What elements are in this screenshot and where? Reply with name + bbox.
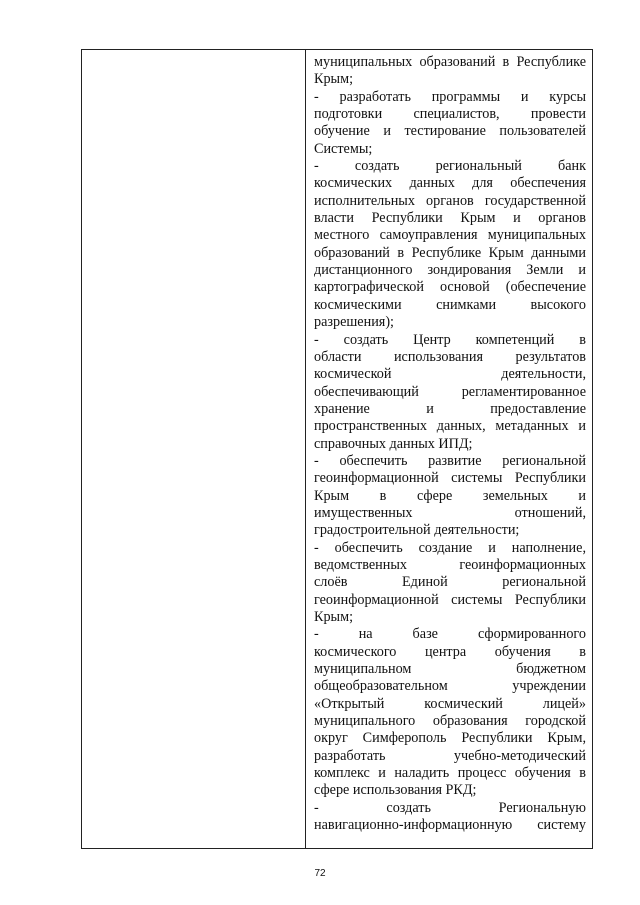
text-line: округ Симферополь Республики Крым,	[314, 730, 586, 747]
text-line: - создать Региональную	[314, 799, 586, 816]
text-line: навигационно-информационную систему	[314, 817, 586, 834]
text-line: Крым;	[314, 71, 354, 88]
text-line: картографической основой (обеспечение	[314, 279, 586, 296]
text-line: разработать учебно-методический	[314, 747, 586, 764]
text-line: космической деятельности,	[314, 366, 586, 383]
text-line: ведомственных геоинформационных	[314, 556, 586, 573]
text-line: Крым;	[314, 609, 354, 625]
text-line: Крым в сфере земельных и	[314, 487, 586, 504]
text-line: местного самоуправления муниципальных	[314, 227, 586, 244]
text-line: - создать Центр компетенций в	[314, 331, 586, 348]
text-line: сфере использования РКД;	[314, 782, 477, 799]
text-line: муниципального образования городской	[314, 713, 586, 730]
text-line: геоинформационной системы Республики	[314, 470, 586, 487]
text-line: космических данных для обеспечения	[314, 175, 586, 192]
text-line: градостроительной деятельности;	[314, 522, 520, 539]
text-line: образований в Республике Крым данными	[314, 244, 586, 261]
text-line: разрешения);	[314, 314, 394, 331]
text-line: муниципальном бюджетном	[314, 661, 586, 678]
text-line: «Открытый космический лицей»	[314, 695, 586, 712]
text-line: пространственных данных, метаданных и	[314, 418, 586, 435]
text-line: космического центра обучения в	[314, 643, 586, 660]
text-line: хранение и предоставление	[314, 400, 586, 417]
text-line: области использования результатов	[314, 348, 586, 365]
table-left-column	[82, 50, 306, 848]
text-line: - разработать программы и курсы	[314, 88, 586, 105]
text-line: - на базе сформированного	[314, 626, 586, 643]
text-line: Системы;	[314, 140, 373, 157]
text-line: слоёв Единой региональной	[314, 574, 586, 591]
document-table	[81, 49, 593, 849]
text-line: справочных данных ИПД;	[314, 435, 473, 452]
text-line: - обеспечить развитие региональной	[314, 452, 586, 469]
text-line: имущественных отношений,	[314, 504, 586, 521]
text-line: дистанционного зондирования Земли и	[314, 262, 586, 279]
text-line: власти Республики Крым и органов	[314, 210, 586, 227]
text-line: космическими снимками высокого	[314, 296, 586, 313]
text-line: подготовки специалистов, провести	[314, 106, 586, 123]
text-line: - создать региональный банк	[314, 158, 586, 175]
page-number: 72	[314, 868, 326, 879]
table-right-column	[306, 50, 592, 848]
text-line: исполнительных органов государственной	[314, 192, 586, 209]
text-line: обеспечивающий регламентированное	[314, 383, 586, 400]
text-line: обучение и тестирование пользователей	[314, 123, 586, 140]
text-line: муниципальных образований в Республике	[314, 54, 586, 70]
text-line: - обеспечить создание и наполнение,	[314, 539, 586, 556]
text-line: общеобразовательном учреждении	[314, 678, 586, 695]
text-line: комплекс и наладить процесс обучения в	[314, 765, 586, 782]
text-line: геоинформационной системы Республики	[314, 591, 586, 608]
